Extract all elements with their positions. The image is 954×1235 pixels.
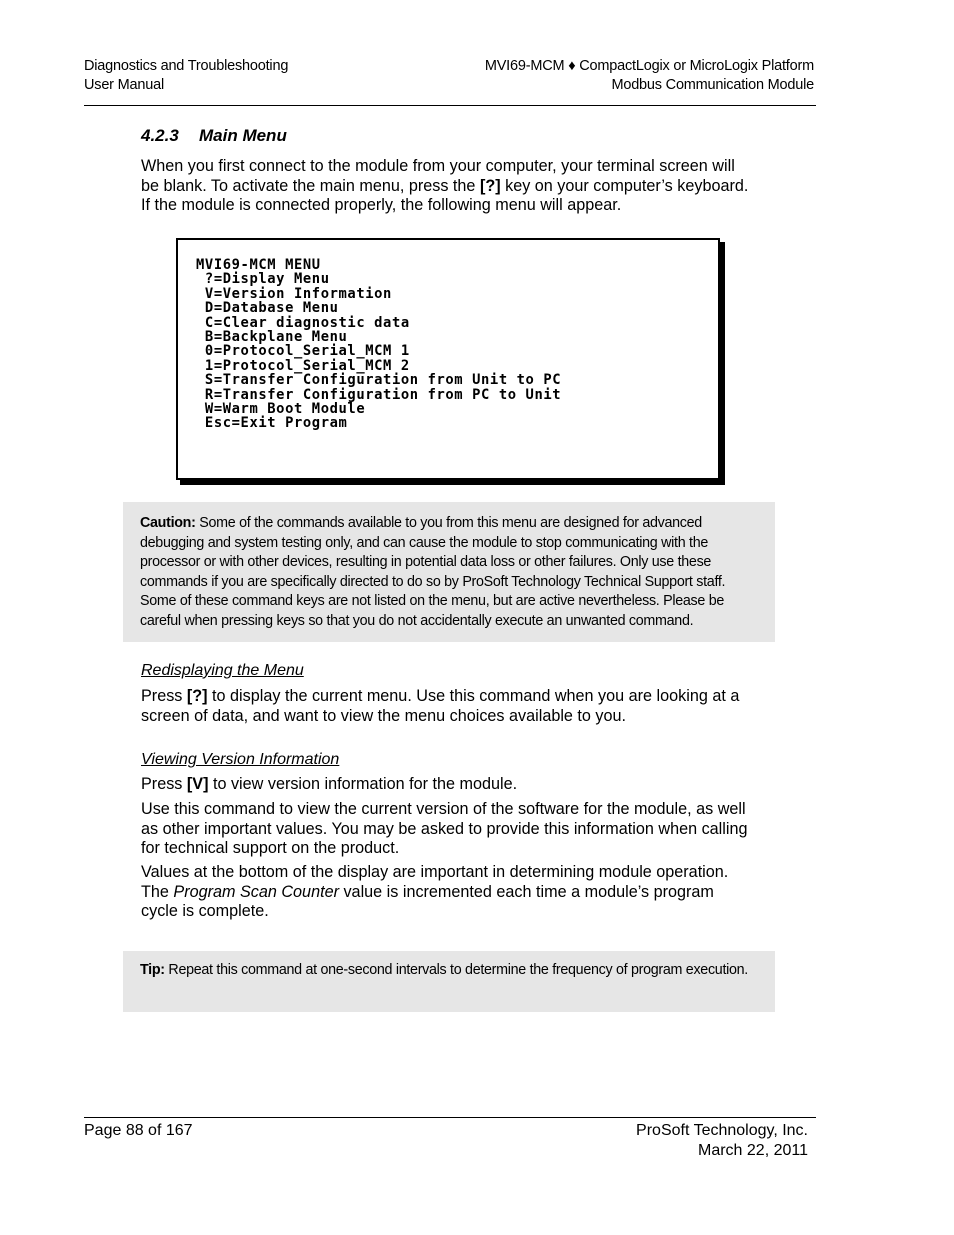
caution-text — [140, 514, 765, 632]
header-left — [84, 57, 384, 95]
tip-text — [140, 961, 765, 981]
version-p1-text-end: to view version information for the module. — [208, 775, 518, 793]
section-heading — [141, 126, 287, 146]
version-p1-text: Press — [141, 775, 187, 793]
terminal-menu-item: D=Database Menu — [196, 300, 339, 317]
header-module: Modbus Communication Module — [611, 77, 814, 93]
section-title: Main Menu — [199, 126, 287, 145]
terminal-menu-item: Esc=Exit Program — [196, 415, 348, 432]
footer-right — [508, 1121, 808, 1161]
terminal-menu-item: 0=Protocol_Serial_MCM 1 — [196, 343, 410, 360]
footer-rule — [84, 1117, 816, 1118]
intro-paragraph — [141, 157, 751, 216]
page-number: Page 88 of 167 — [84, 1122, 193, 1139]
caution-body: Some of the commands available to you from this menu are designed for advanced debugging and system testing only, and can cause the module to stop communicating with the processor or with other devices, resulting in potential data loss or other failures. Only use these commands if you are specifically directed to do so by ProSoft Technology Technical Support staff. Some of these command keys are not listed on the menu, but are active nevertheless. Please be careful when pressing keys so that you do not accidentally execute an unwanted command. — [140, 515, 726, 629]
redisplay-text: Press — [141, 687, 187, 705]
section-number: 4.2.3 — [141, 126, 179, 145]
tip-label: Tip: — [140, 962, 165, 978]
terminal-menu-item: V=Version Information — [196, 285, 392, 302]
intro-text: When you first connect to the module from your computer, your terminal screen will be blank. To activate the main menu, press the — [141, 157, 735, 195]
header-rule — [84, 105, 816, 106]
redisplay-paragraph — [141, 687, 753, 726]
intro-text-end: key on your computer’s keyboard. If the module is connected properly, the following menu will appear. — [141, 176, 749, 215]
terminal-menu-item: C=Clear diagnostic data — [196, 314, 410, 331]
version-p2-text: Use this command to view the current version of the software for the module, as well as other important values. You may be asked to provide this information when calling for technical support on the product. — [141, 800, 748, 858]
terminal-menu-item: 1=Protocol_Serial_MCM 2 — [196, 357, 410, 374]
tip-body: Repeat this command at one-second intervals to determine the frequency of program execution. — [164, 962, 748, 978]
footer-company: ProSoft Technology, Inc. — [636, 1122, 808, 1139]
intro-key: [?] — [479, 176, 501, 195]
caution-box — [123, 502, 775, 642]
redisplay-heading: Redisplaying the Menu — [141, 662, 304, 679]
version-p3-text: Values at the bottom of the display are important in determining module operation. The — [141, 863, 729, 901]
version-heading: Viewing Version Information — [141, 751, 340, 768]
tip-box — [123, 951, 775, 1012]
terminal-menu-item: S=Transfer Configuration from Unit to PC — [196, 372, 562, 389]
caution-label: Caution: — [140, 515, 196, 531]
redisplay-key: [?] — [186, 687, 208, 705]
program-scan-counter-term: Program Scan Counter — [173, 882, 339, 901]
header-section-title: Diagnostics and Troubleshooting — [84, 58, 289, 74]
terminal-screen — [176, 238, 720, 480]
terminal-menu-item: ?=Display Menu — [196, 271, 330, 288]
version-p1 — [141, 775, 753, 795]
terminal-menu-item: R=Transfer Configuration from PC to Unit — [196, 386, 562, 403]
version-key: [V] — [186, 775, 209, 793]
footer-date: March 22, 2011 — [698, 1142, 808, 1159]
header-product: MVI69-MCM ♦ CompactLogix or MicroLogix Platform — [484, 58, 814, 74]
redisplay-text-end: to display the current menu. Use this command when you are looking at a screen of data, and want to view the menu choices available to you. — [141, 687, 740, 725]
terminal-menu-item: B=Backplane Menu — [196, 329, 348, 346]
header-right — [414, 57, 814, 95]
version-p3-text-end: value is incremented each time a module’s program cycle is complete. — [141, 882, 714, 921]
terminal-menu-item: W=Warm Boot Module — [196, 401, 366, 418]
version-p2 — [141, 800, 753, 859]
terminal-menu-title: MVI69-MCM MENU — [196, 257, 321, 273]
version-p3 — [141, 863, 753, 922]
header-doc-type: User Manual — [84, 77, 164, 93]
terminal-menu-text — [196, 258, 561, 431]
